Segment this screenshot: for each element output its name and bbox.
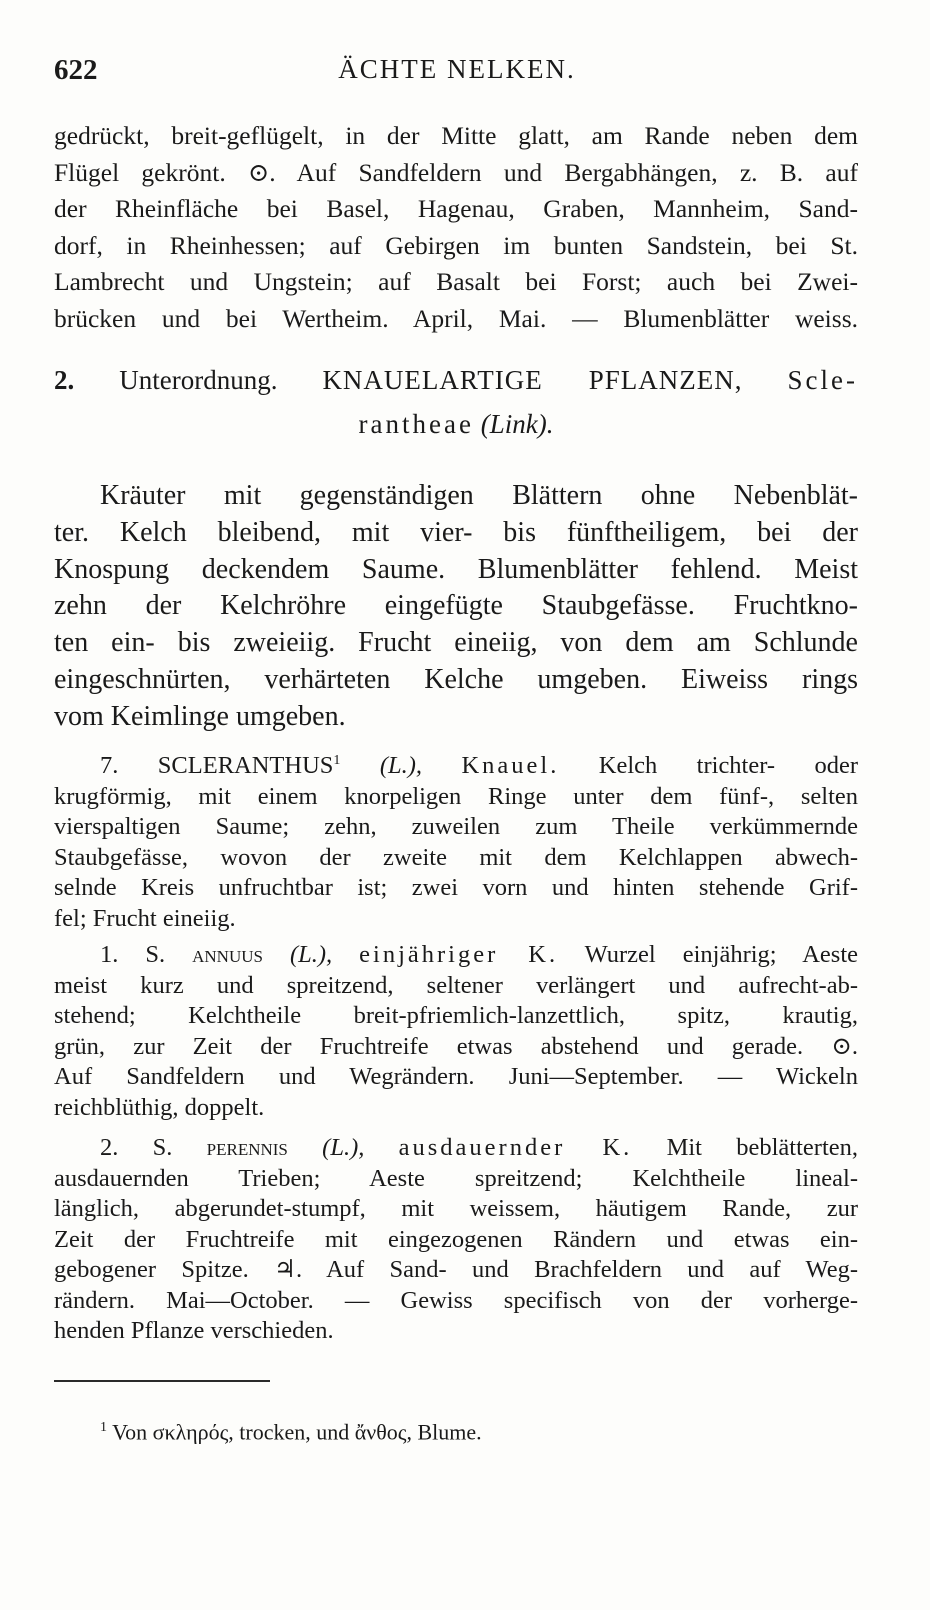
text-line: meist kurz und spreitzend, seltener verlängert und aufrecht-ab- bbox=[54, 971, 858, 999]
text-line: ten ein- bis zweieiig. Frucht eineiig, von dem am Schlunde bbox=[54, 627, 858, 659]
species-author: (L.), bbox=[322, 1134, 365, 1161]
suborder-author: (Link). bbox=[480, 409, 554, 439]
text-line: länglich, abgerundet-stumpf, mit weissem, häutigem Rande, zur bbox=[54, 1195, 858, 1222]
text-line: dorf, in Rheinhessen; auf Gebirgen im bunten Sandstein, bei St. bbox=[54, 230, 858, 260]
species-number: 2. bbox=[100, 1134, 119, 1161]
text-line: fel; Frucht eineiig. bbox=[54, 904, 236, 932]
text-line: der Rheinfläche bei Basel, Hagenau, Graben, Mannheim, Sand- bbox=[54, 194, 858, 223]
text-line: Flügel gekrönt. ⊙. Auf Sandfeldern und Bergabhängen, z. B. auf bbox=[54, 157, 858, 187]
text-line: gedrückt, breit-geflügelt, in der Mitte glatt, am Rande neben dem bbox=[54, 121, 858, 150]
footnote-mark: 1 bbox=[100, 1420, 107, 1435]
species-text: Mit beblätterten, bbox=[666, 1134, 858, 1161]
entry-first-line bbox=[54, 1133, 858, 1164]
running-title: ÄCHTE NELKEN. bbox=[338, 54, 576, 84]
species-entry bbox=[54, 940, 858, 1123]
species-name: S. perennis bbox=[152, 1134, 288, 1161]
species-author: (L.), bbox=[289, 941, 333, 968]
species-common-name: einjähriger K. bbox=[359, 941, 559, 968]
footnote-text: Von σκληρός, trocken, und ἄνθος, Blume. bbox=[112, 1419, 482, 1445]
species-entry bbox=[54, 1133, 858, 1347]
entry-first-line bbox=[54, 746, 858, 782]
text-line: Knospung deckendem Saume. Blumenblätter fehlend. Meist bbox=[54, 553, 858, 585]
heading-line bbox=[54, 358, 858, 402]
genus-entry bbox=[54, 746, 858, 934]
page-header bbox=[54, 54, 860, 94]
genus-text: Kelch trichter- oder bbox=[598, 752, 859, 780]
text-line: krugförmig, mit einem knorpeligen Ringe unter dem fünf-, selten bbox=[54, 782, 858, 810]
intro-paragraph bbox=[54, 118, 858, 337]
text-line: vom Keimlinge umgeben. bbox=[54, 700, 346, 732]
text-line: rändern. Mai—October. — Gewiss specifisch von der vorherge- bbox=[54, 1286, 858, 1314]
text-line: ausdauernden Trieben; Aeste spreitzend; Kelchtheile lineal- bbox=[54, 1164, 858, 1192]
species-text: Wurzel einjährig; Aeste bbox=[584, 941, 859, 968]
text-line: Auf Sandfeldern und Wegrändern. Juni—September. — Wickeln bbox=[54, 1063, 858, 1090]
text-line: Lambrecht und Ungstein; auf Basalt bei Forst; auch bei Zwei- bbox=[54, 267, 858, 296]
footnote-line bbox=[54, 1414, 858, 1446]
text-line: selnde Kreis unfruchtbar ist; zwei vorn und hinten stehende Grif- bbox=[54, 874, 858, 902]
entry-first-line bbox=[54, 940, 858, 971]
species-name: S. annuus bbox=[145, 941, 263, 968]
suborder-description bbox=[54, 478, 858, 736]
species-number: 1. bbox=[100, 941, 119, 968]
suborder-number: 2. bbox=[54, 365, 75, 395]
footnote-marker: 1 bbox=[333, 753, 341, 768]
footnote bbox=[54, 1414, 858, 1446]
footnote-divider bbox=[54, 1380, 270, 1382]
suborder-latin-b: rantheae bbox=[358, 409, 474, 439]
text-line: Staubgefässe, wovon der zweite mit dem Kelchlappen abwech- bbox=[54, 843, 858, 871]
text-line: reichblüthig, doppelt. bbox=[54, 1093, 265, 1121]
text-line: henden Pflanze verschieden. bbox=[54, 1317, 334, 1344]
text-line: stehend; Kelchtheile breit-pfriemlich-lanzettlich, spitz, krautig, bbox=[54, 1002, 858, 1029]
text-line: grün, zur Zeit der Fruchtreife etwas abstehend und gerade. ⊙. bbox=[54, 1032, 858, 1060]
genus-number: 7. bbox=[100, 752, 119, 780]
text-line: ter. Kelch bleibend, mit vier- bis fünftheiligem, bei der bbox=[54, 516, 858, 548]
text-line: eingeschnürten, verhärteten Kelche umgeben. Eiweiss rings bbox=[54, 663, 858, 695]
suborder-latin-a: Scle- bbox=[787, 365, 858, 395]
text-line: Kräuter mit gegenständigen Blättern ohne Nebenblät- bbox=[100, 480, 858, 511]
heading-line bbox=[54, 402, 858, 446]
page-number: 622 bbox=[54, 54, 98, 86]
text-line: gebogener Spitze. ♃. Auf Sand- und Brachfeldern und auf Weg- bbox=[54, 1256, 858, 1283]
text-line: Zeit der Fruchtreife mit eingezogenen Rändern und etwas ein- bbox=[54, 1225, 858, 1253]
species-common-name: ausdauernder K. bbox=[398, 1134, 633, 1161]
genus-common-name: Knauel. bbox=[461, 752, 560, 780]
text-line: brücken und bei Wertheim. April, Mai. — Blumenblätter weiss. bbox=[54, 303, 858, 333]
text-line: vierspaltigen Saume; zehn, zuweilen zum Theile verkümmernde bbox=[54, 813, 858, 841]
text-line: zehn der Kelchröhre eingefügte Staubgefässe. Fruchtkno- bbox=[54, 590, 858, 622]
genus-name: SCLERANTHUS bbox=[157, 752, 334, 780]
suborder-label: Unterordnung. bbox=[119, 365, 278, 395]
genus-author: (L.), bbox=[379, 752, 423, 780]
suborder-heading bbox=[54, 358, 858, 446]
suborder-name: KNAUELARTIGE PFLANZEN, bbox=[322, 365, 743, 395]
